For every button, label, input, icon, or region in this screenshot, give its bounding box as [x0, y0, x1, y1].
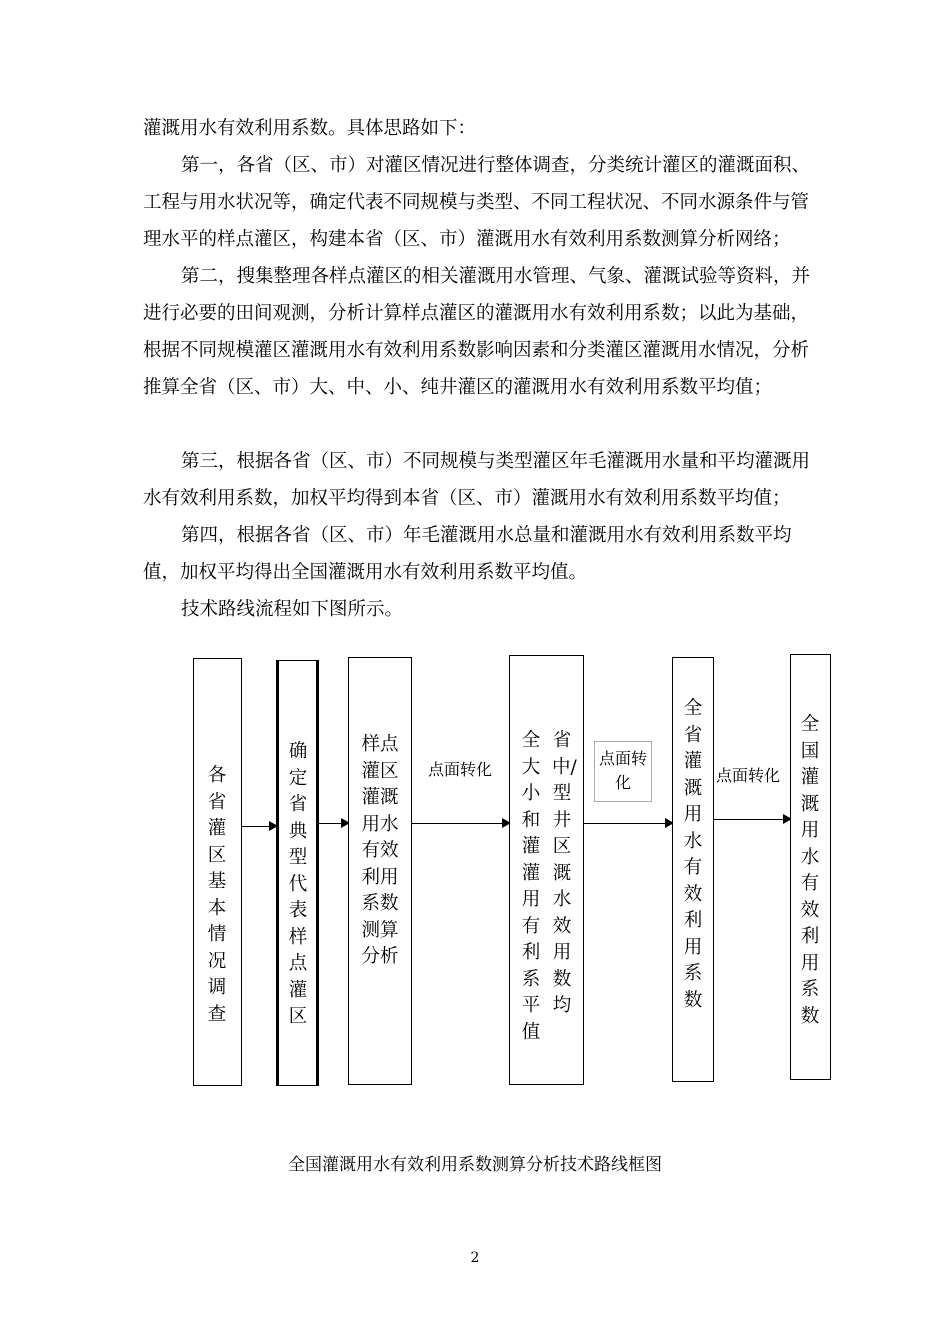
arrow-4 — [584, 823, 672, 824]
flow-box-province-category-col-2: 省中/型井区溉水效用数均 — [552, 730, 577, 1016]
arrow-label-2: 点面转化 — [598, 749, 647, 792]
figure-caption: 全国灌溉用水有效利用系数测算分析技术路线框图 — [288, 1155, 662, 1175]
flow-box-sample-coefficient-text — [356, 732, 404, 971]
page-number: 2 — [470, 1250, 480, 1266]
flow-box-province-category-col-1: 全大小和灌灌用有利系平值 — [521, 730, 541, 1043]
flow-box-sample-select-text: 确定省典型代表样点灌区 — [288, 741, 308, 1027]
text-line: 测算 — [361, 919, 399, 941]
paragraph-step-4: 第四，根据各省（区、市）年毛灌溉用水总量和灌溉用水有效利用系数平均值，加权平均得出全国灌溉用水有效利用系数平均值。 — [143, 525, 792, 583]
flow-box-province-average — [672, 657, 714, 1082]
arrow-label-1: 点面转化 — [428, 760, 493, 779]
text-line: 利用 — [361, 866, 399, 888]
arrow-label-3: 点面转化 — [716, 766, 781, 785]
paragraph-step-1: 第一，各省（区、市）对灌区情况进行整体调查，分类统计灌区的灌溉面积、工程与用水状况等，确定代表不同规模与类型、不同工程状况、不同水源条件与管理水平的样点灌区，构建本省（区、市）灌溉用水有效利用系数测算分析网络； — [143, 155, 811, 250]
flow-box-survey — [193, 658, 242, 1086]
flow-box-province-category — [509, 655, 584, 1085]
text-line: 分析 — [361, 946, 399, 967]
arrow-label-box — [594, 741, 652, 802]
arrow-1 — [242, 826, 276, 827]
text-line: 有效 — [361, 840, 399, 861]
paragraph-figure-intro: 技术路线流程如下图所示。 — [181, 599, 404, 620]
arrow-3 — [412, 823, 509, 824]
text-line: 系数 — [361, 893, 399, 914]
flow-box-sample-coefficient — [348, 657, 412, 1085]
text-line: 灌溉 — [361, 787, 399, 808]
paragraph-intro: 灌溉用水有效利用系数。具体思路如下： — [143, 118, 477, 139]
flow-box-national-average-text: 全国灌溉用水有效利用系数 — [800, 714, 820, 1027]
flow-box-province-average-text: 全省灌溉用水有效利用系数 — [683, 698, 703, 1011]
flow-box-sample-select — [276, 660, 319, 1086]
flow-box-national-average — [790, 654, 831, 1080]
text-line: 样点 — [361, 734, 399, 755]
text-line: 用水 — [361, 813, 399, 835]
arrow-5 — [714, 819, 790, 820]
flow-box-survey-text: 各省灌区基本情况调查 — [207, 765, 227, 1025]
arrow-2 — [319, 823, 348, 824]
paragraph-step-3: 第三，根据各省（区、市）不同规模与类型灌区年毛灌溉用水量和平均灌溉用水有效利用系数，加权平均得到本省（区、市）灌溉用水有效利用系数平均值； — [143, 451, 811, 509]
text-line: 灌区 — [361, 760, 399, 782]
paragraph-step-2: 第二，搜集整理各样点灌区的相关灌溉用水管理、气象、灌溉试验等资料，并进行必要的田间观测，分析计算样点灌区的灌溉用水有效利用系数；以此为基础，根据不同规模灌区灌溉用水有效利用系数影响因素和分类灌区灌溉用水情况，分析推算全省（区、市）大、中、小、纯井灌区的灌溉用水有效利用系数平均值； — [143, 266, 811, 398]
